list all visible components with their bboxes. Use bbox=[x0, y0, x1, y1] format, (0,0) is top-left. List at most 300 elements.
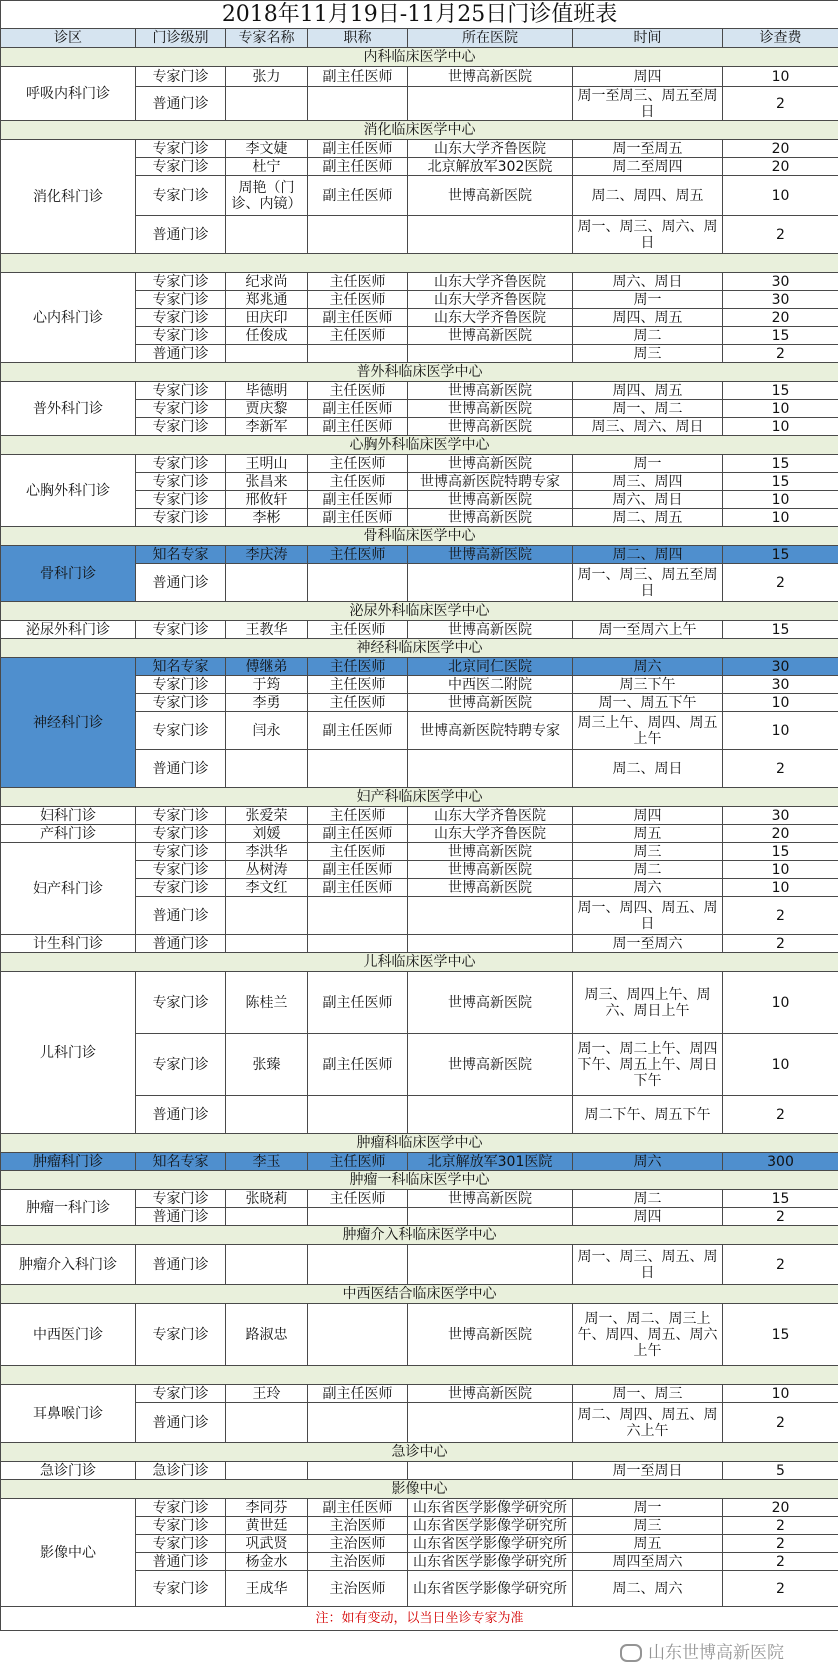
schedule-time-cell: 周六、周日 bbox=[573, 491, 723, 509]
hospital-cell bbox=[408, 345, 573, 363]
clinic-level-cell: 专家门诊 bbox=[136, 491, 226, 509]
table-row bbox=[1, 935, 838, 953]
hospital-cell: 世博高新医院 bbox=[408, 382, 573, 400]
doctor-title-cell: 主任医师 bbox=[308, 658, 408, 676]
department-cell: 骨科门诊 bbox=[1, 546, 136, 602]
fee-cell: 10 bbox=[723, 879, 838, 897]
doctor-title-cell: 主任医师 bbox=[308, 621, 408, 639]
hospital-cell bbox=[408, 564, 573, 602]
table-row bbox=[1, 825, 838, 843]
table-row bbox=[1, 1385, 838, 1403]
clinic-level-cell: 专家门诊 bbox=[136, 309, 226, 327]
fee-cell: 2 bbox=[723, 1553, 838, 1571]
column-header: 门诊级别 bbox=[136, 29, 226, 48]
schedule-time-cell: 周三、周四 bbox=[573, 473, 723, 491]
hospital-cell: 北京解放军301医院 bbox=[408, 1153, 573, 1171]
doctor-title-cell bbox=[308, 1304, 408, 1366]
doctor-title-cell: 副主任医师 bbox=[308, 400, 408, 418]
clinic-level-cell: 专家门诊 bbox=[136, 418, 226, 436]
department-cell: 呼吸内科门诊 bbox=[1, 67, 136, 121]
doctor-name-cell bbox=[226, 345, 308, 363]
section-row bbox=[1, 953, 838, 972]
doctor-name-cell: 陈桂兰 bbox=[226, 972, 308, 1034]
section-title bbox=[1, 254, 838, 273]
doctor-name-cell bbox=[226, 1208, 308, 1226]
clinic-level-cell: 专家门诊 bbox=[136, 1517, 226, 1535]
clinic-level-cell: 普通门诊 bbox=[136, 1403, 226, 1443]
schedule-time-cell: 周三、周四上午、周六、周日上午 bbox=[573, 972, 723, 1034]
section-title: 骨科临床医学中心 bbox=[1, 527, 838, 546]
schedule-time-cell: 周六 bbox=[573, 879, 723, 897]
title-row bbox=[1, 1, 838, 29]
fee-cell: 10 bbox=[723, 972, 838, 1034]
doctor-name-cell: 贾庆黎 bbox=[226, 400, 308, 418]
table-row bbox=[1, 546, 838, 564]
doctor-title-cell: 副主任医师 bbox=[308, 861, 408, 879]
schedule-time-cell: 周一至周三、周五至周日 bbox=[573, 87, 723, 121]
schedule-time-cell: 周二 bbox=[573, 327, 723, 345]
fee-cell: 10 bbox=[723, 1034, 838, 1096]
section-row bbox=[1, 48, 838, 67]
doctor-name-cell: 周艳（门诊、内镜） bbox=[226, 176, 308, 216]
schedule-time-cell: 周二、周四、周五 bbox=[573, 176, 723, 216]
doctor-name-cell bbox=[226, 935, 308, 953]
doctor-name-cell: 李彬 bbox=[226, 509, 308, 527]
wechat-logo-icon bbox=[620, 1644, 642, 1662]
clinic-level-cell: 专家门诊 bbox=[136, 1385, 226, 1403]
section-title: 消化临床医学中心 bbox=[1, 121, 838, 140]
fee-cell: 2 bbox=[723, 1245, 838, 1285]
schedule-time-cell: 周四 bbox=[573, 67, 723, 87]
section-title: 泌尿外科临床医学中心 bbox=[1, 602, 838, 621]
fee-cell: 15 bbox=[723, 1190, 838, 1208]
doctor-name-cell: 刘媛 bbox=[226, 825, 308, 843]
hospital-cell: 世博高新医院 bbox=[408, 1034, 573, 1096]
department-cell: 肿瘤一科门诊 bbox=[1, 1190, 136, 1226]
doctor-title-cell bbox=[308, 564, 408, 602]
schedule-time-cell: 周三 bbox=[573, 843, 723, 861]
hospital-cell: 世博高新医院 bbox=[408, 176, 573, 216]
clinic-level-cell: 专家门诊 bbox=[136, 676, 226, 694]
doctor-title-cell: 副主任医师 bbox=[308, 509, 408, 527]
hospital-watermark bbox=[620, 1638, 830, 1663]
hospital-cell bbox=[408, 1096, 573, 1134]
clinic-level-cell: 知名专家 bbox=[136, 1153, 226, 1171]
schedule-time-cell: 周二、周六 bbox=[573, 1571, 723, 1607]
table-row bbox=[1, 273, 838, 291]
hospital-cell: 世博高新医院 bbox=[408, 621, 573, 639]
page-title: 2018年11月19日-11月25日门诊值班表 bbox=[1, 1, 838, 29]
doctor-title-cell: 主任医师 bbox=[308, 843, 408, 861]
hospital-cell: 世博高新医院 bbox=[408, 694, 573, 712]
doctor-title-cell bbox=[308, 1403, 408, 1443]
fee-cell: 30 bbox=[723, 291, 838, 309]
schedule-time-cell: 周一、周二上午、周四下午、周五上午、周日下午 bbox=[573, 1034, 723, 1096]
hospital-cell bbox=[408, 216, 573, 254]
clinic-level-cell: 普通门诊 bbox=[136, 564, 226, 602]
hospital-cell: 世博高新医院 bbox=[408, 491, 573, 509]
clinic-level-cell: 普通门诊 bbox=[136, 897, 226, 935]
hospital-cell: 山东大学齐鲁医院 bbox=[408, 291, 573, 309]
fee-cell: 2 bbox=[723, 1571, 838, 1607]
table-row bbox=[1, 1462, 838, 1480]
schedule-time-cell: 周二 bbox=[573, 861, 723, 879]
hospital-cell: 世博高新医院 bbox=[408, 67, 573, 87]
fee-cell: 30 bbox=[723, 807, 838, 825]
department-cell: 耳鼻喉门诊 bbox=[1, 1385, 136, 1443]
fee-cell: 30 bbox=[723, 676, 838, 694]
doctor-title-cell: 副主任医师 bbox=[308, 825, 408, 843]
doctor-title-cell: 主任医师 bbox=[308, 382, 408, 400]
clinic-level-cell: 专家门诊 bbox=[136, 455, 226, 473]
department-cell: 计生科门诊 bbox=[1, 935, 136, 953]
table-row bbox=[1, 382, 838, 400]
hospital-cell: 世博高新医院 bbox=[408, 1190, 573, 1208]
fee-cell: 2 bbox=[723, 1096, 838, 1134]
fee-cell: 15 bbox=[723, 546, 838, 564]
clinic-level-cell: 专家门诊 bbox=[136, 1535, 226, 1553]
schedule-time-cell: 周二、周四、周五、周六上午 bbox=[573, 1403, 723, 1443]
clinic-level-cell: 普通门诊 bbox=[136, 1553, 226, 1571]
doctor-title-cell bbox=[308, 87, 408, 121]
doctor-title-cell: 主任医师 bbox=[308, 327, 408, 345]
hospital-cell: 世博高新医院 bbox=[408, 1385, 573, 1403]
clinic-level-cell: 普通门诊 bbox=[136, 1208, 226, 1226]
clinic-level-cell: 专家门诊 bbox=[136, 972, 226, 1034]
hospital-cell: 山东省医学影像学研究所 bbox=[408, 1499, 573, 1517]
schedule-time-cell: 周一 bbox=[573, 1499, 723, 1517]
doctor-name-cell: 张臻 bbox=[226, 1034, 308, 1096]
schedule-time-cell: 周六、周日 bbox=[573, 273, 723, 291]
doctor-name-cell: 于筠 bbox=[226, 676, 308, 694]
column-header: 所在医院 bbox=[408, 29, 573, 48]
fee-cell: 10 bbox=[723, 418, 838, 436]
clinic-level-cell: 专家门诊 bbox=[136, 1034, 226, 1096]
section-title bbox=[1, 1366, 838, 1385]
doctor-name-cell: 王教华 bbox=[226, 621, 308, 639]
doctor-title-cell bbox=[308, 345, 408, 363]
doctor-name-cell: 王玲 bbox=[226, 1385, 308, 1403]
clinic-level-cell: 专家门诊 bbox=[136, 67, 226, 87]
section-title: 急诊中心 bbox=[1, 1443, 838, 1462]
schedule-time-cell: 周四至周六 bbox=[573, 1553, 723, 1571]
section-row bbox=[1, 788, 838, 807]
doctor-name-cell bbox=[226, 750, 308, 788]
doctor-name-cell bbox=[226, 216, 308, 254]
fee-cell: 20 bbox=[723, 825, 838, 843]
doctor-name-cell: 李新军 bbox=[226, 418, 308, 436]
doctor-name-cell: 李文红 bbox=[226, 879, 308, 897]
schedule-time-cell: 周二、周五 bbox=[573, 509, 723, 527]
hospital-cell: 世博高新医院 bbox=[408, 327, 573, 345]
hospital-cell: 山东大学齐鲁医院 bbox=[408, 807, 573, 825]
schedule-time-cell: 周一、周三、周五至周日 bbox=[573, 564, 723, 602]
doctor-title-cell: 主任医师 bbox=[308, 694, 408, 712]
doctor-title-cell: 主治医师 bbox=[308, 1535, 408, 1553]
hospital-cell: 世博高新医院 bbox=[408, 1304, 573, 1366]
clinic-level-cell: 专家门诊 bbox=[136, 327, 226, 345]
section-title: 肿瘤一科临床医学中心 bbox=[1, 1171, 838, 1190]
clinic-level-cell: 专家门诊 bbox=[136, 1571, 226, 1607]
section-row bbox=[1, 436, 838, 455]
schedule-time-cell: 周五 bbox=[573, 1535, 723, 1553]
section-row bbox=[1, 639, 838, 658]
hospital-cell: 世博高新医院特聘专家 bbox=[408, 712, 573, 750]
clinic-level-cell: 急诊门诊 bbox=[136, 1462, 226, 1480]
schedule-time-cell: 周二 bbox=[573, 1190, 723, 1208]
schedule-time-cell: 周一、周二、周三上午、周四、周五、周六上午 bbox=[573, 1304, 723, 1366]
doctor-name-cell: 田庆印 bbox=[226, 309, 308, 327]
hospital-cell: 北京解放军302医院 bbox=[408, 158, 573, 176]
doctor-title-cell: 主治医师 bbox=[308, 1553, 408, 1571]
doctor-title-cell: 副主任医师 bbox=[308, 712, 408, 750]
clinic-level-cell: 专家门诊 bbox=[136, 621, 226, 639]
section-title: 神经科临床医学中心 bbox=[1, 639, 838, 658]
table-row bbox=[1, 1153, 838, 1171]
table-row bbox=[1, 1245, 838, 1285]
clinic-level-cell: 专家门诊 bbox=[136, 694, 226, 712]
fee-cell: 10 bbox=[723, 1385, 838, 1403]
schedule-time-cell: 周三上午、周四、周五上午 bbox=[573, 712, 723, 750]
footer-note: 注：如有变动，以当日坐诊专家为准 bbox=[1, 1607, 838, 1631]
department-cell: 肿瘤科门诊 bbox=[1, 1153, 136, 1171]
header-row bbox=[1, 29, 838, 48]
clinic-level-cell: 普通门诊 bbox=[136, 216, 226, 254]
schedule-time-cell: 周一、周四、周五、周日 bbox=[573, 897, 723, 935]
schedule-time-cell: 周二、周日 bbox=[573, 750, 723, 788]
hospital-cell: 山东大学齐鲁医院 bbox=[408, 825, 573, 843]
doctor-title-cell: 主任医师 bbox=[308, 1153, 408, 1171]
schedule-time-cell: 周一至周日 bbox=[573, 1462, 723, 1480]
schedule-time-cell: 周一、周五下午 bbox=[573, 694, 723, 712]
section-title: 普外科临床医学中心 bbox=[1, 363, 838, 382]
hospital-cell bbox=[408, 1245, 573, 1285]
doctor-name-cell bbox=[226, 87, 308, 121]
table-row bbox=[1, 658, 838, 676]
fee-cell: 300 bbox=[723, 1153, 838, 1171]
hospital-cell bbox=[408, 935, 573, 953]
doctor-title-cell: 主任医师 bbox=[308, 546, 408, 564]
doctor-name-cell: 黄世廷 bbox=[226, 1517, 308, 1535]
fee-cell: 2 bbox=[723, 87, 838, 121]
doctor-title-cell: 主任医师 bbox=[308, 807, 408, 825]
fee-cell: 2 bbox=[723, 935, 838, 953]
fee-cell: 15 bbox=[723, 473, 838, 491]
hospital-cell: 世博高新医院 bbox=[408, 509, 573, 527]
clinic-level-cell: 专家门诊 bbox=[136, 1304, 226, 1366]
column-header: 诊查费 bbox=[723, 29, 838, 48]
fee-cell: 2 bbox=[723, 1517, 838, 1535]
clinic-level-cell: 普通门诊 bbox=[136, 935, 226, 953]
fee-cell: 2 bbox=[723, 897, 838, 935]
schedule-time-cell: 周一 bbox=[573, 291, 723, 309]
doctor-title-cell: 副主任医师 bbox=[308, 67, 408, 87]
doctor-title-cell: 主任医师 bbox=[308, 455, 408, 473]
fee-cell: 20 bbox=[723, 1499, 838, 1517]
section-row bbox=[1, 254, 838, 273]
schedule-time-cell: 周一、周三、周五、周日 bbox=[573, 1245, 723, 1285]
table-row bbox=[1, 140, 838, 158]
clinic-level-cell: 专家门诊 bbox=[136, 807, 226, 825]
doctor-title-cell bbox=[308, 1096, 408, 1134]
department-cell: 普外科门诊 bbox=[1, 382, 136, 436]
hospital-cell: 世博高新医院 bbox=[408, 861, 573, 879]
department-cell: 影像中心 bbox=[1, 1499, 136, 1607]
doctor-title-cell bbox=[308, 1462, 408, 1480]
clinic-level-cell: 专家门诊 bbox=[136, 1499, 226, 1517]
hospital-cell: 山东大学齐鲁医院 bbox=[408, 140, 573, 158]
section-title: 心胸外科临床医学中心 bbox=[1, 436, 838, 455]
department-cell: 妇产科门诊 bbox=[1, 843, 136, 935]
section-row bbox=[1, 602, 838, 621]
section-title: 影像中心 bbox=[1, 1480, 838, 1499]
fee-cell: 2 bbox=[723, 1208, 838, 1226]
department-cell: 儿科门诊 bbox=[1, 972, 136, 1134]
hospital-cell: 世博高新医院 bbox=[408, 418, 573, 436]
hospital-cell: 山东省医学影像学研究所 bbox=[408, 1535, 573, 1553]
hospital-cell: 山东省医学影像学研究所 bbox=[408, 1553, 573, 1571]
clinic-level-cell: 专家门诊 bbox=[136, 158, 226, 176]
clinic-level-cell: 专家门诊 bbox=[136, 1190, 226, 1208]
doctor-name-cell: 闫永 bbox=[226, 712, 308, 750]
fee-cell: 20 bbox=[723, 140, 838, 158]
schedule-time-cell: 周二至周四 bbox=[573, 158, 723, 176]
fee-cell: 10 bbox=[723, 509, 838, 527]
fee-cell: 10 bbox=[723, 861, 838, 879]
clinic-level-cell: 专家门诊 bbox=[136, 843, 226, 861]
section-row bbox=[1, 363, 838, 382]
fee-cell: 10 bbox=[723, 694, 838, 712]
doctor-name-cell: 毕德明 bbox=[226, 382, 308, 400]
section-row bbox=[1, 121, 838, 140]
schedule-time-cell: 周三、周六、周日 bbox=[573, 418, 723, 436]
hospital-cell: 北京同仁医院 bbox=[408, 658, 573, 676]
doctor-name-cell: 李勇 bbox=[226, 694, 308, 712]
clinic-level-cell: 专家门诊 bbox=[136, 879, 226, 897]
watermark-text: 山东世博高新医院 bbox=[648, 1643, 784, 1663]
clinic-level-cell: 专家门诊 bbox=[136, 712, 226, 750]
fee-cell: 15 bbox=[723, 621, 838, 639]
schedule-time-cell: 周一至周五 bbox=[573, 140, 723, 158]
hospital-cell: 世博高新医院 bbox=[408, 455, 573, 473]
clinic-level-cell: 普通门诊 bbox=[136, 1096, 226, 1134]
department-cell: 心内科门诊 bbox=[1, 273, 136, 363]
clinic-level-cell: 专家门诊 bbox=[136, 382, 226, 400]
department-cell: 心胸外科门诊 bbox=[1, 455, 136, 527]
clinic-level-cell: 专家门诊 bbox=[136, 509, 226, 527]
doctor-title-cell: 副主任医师 bbox=[308, 1034, 408, 1096]
schedule-time-cell: 周四、周五 bbox=[573, 382, 723, 400]
fee-cell: 2 bbox=[723, 216, 838, 254]
schedule-time-cell: 周一、周三、周六、周日 bbox=[573, 216, 723, 254]
doctor-title-cell bbox=[308, 1245, 408, 1285]
schedule-time-cell: 周三下午 bbox=[573, 676, 723, 694]
column-header: 专家名称 bbox=[226, 29, 308, 48]
doctor-title-cell: 副主任医师 bbox=[308, 140, 408, 158]
doctor-name-cell: 杜宁 bbox=[226, 158, 308, 176]
section-row bbox=[1, 1134, 838, 1153]
doctor-title-cell: 主任医师 bbox=[308, 676, 408, 694]
section-title: 内科临床医学中心 bbox=[1, 48, 838, 67]
schedule-time-cell: 周一 bbox=[573, 455, 723, 473]
doctor-title-cell: 主任医师 bbox=[308, 473, 408, 491]
doctor-name-cell: 李同芬 bbox=[226, 1499, 308, 1517]
doctor-title-cell: 主任医师 bbox=[308, 291, 408, 309]
doctor-title-cell: 副主任医师 bbox=[308, 1499, 408, 1517]
schedule-time-cell: 周三 bbox=[573, 345, 723, 363]
schedule-time-cell: 周一、周二 bbox=[573, 400, 723, 418]
doctor-title-cell: 主治医师 bbox=[308, 1571, 408, 1607]
doctor-name-cell: 巩武贤 bbox=[226, 1535, 308, 1553]
hospital-cell bbox=[408, 897, 573, 935]
clinic-level-cell: 专家门诊 bbox=[136, 861, 226, 879]
table-row bbox=[1, 843, 838, 861]
department-cell: 妇科门诊 bbox=[1, 807, 136, 825]
doctor-title-cell: 副主任医师 bbox=[308, 972, 408, 1034]
schedule-time-cell: 周六 bbox=[573, 1153, 723, 1171]
schedule-time-cell: 周四 bbox=[573, 1208, 723, 1226]
doctor-name-cell bbox=[226, 1245, 308, 1285]
table-row bbox=[1, 621, 838, 639]
section-row bbox=[1, 1226, 838, 1245]
doctor-name-cell: 郑兆通 bbox=[226, 291, 308, 309]
schedule-time-cell: 周二、周四 bbox=[573, 546, 723, 564]
hospital-cell: 世博高新医院 bbox=[408, 972, 573, 1034]
footer-row bbox=[1, 1607, 838, 1631]
fee-cell: 15 bbox=[723, 382, 838, 400]
table-row bbox=[1, 1304, 838, 1366]
column-header: 诊区 bbox=[1, 29, 136, 48]
hospital-cell: 山东大学齐鲁医院 bbox=[408, 309, 573, 327]
hospital-cell: 世博高新医院 bbox=[408, 400, 573, 418]
doctor-name-cell: 李洪华 bbox=[226, 843, 308, 861]
fee-cell: 2 bbox=[723, 345, 838, 363]
hospital-cell bbox=[408, 1403, 573, 1443]
doctor-title-cell bbox=[308, 1208, 408, 1226]
doctor-name-cell: 王成华 bbox=[226, 1571, 308, 1607]
section-row bbox=[1, 527, 838, 546]
hospital-cell bbox=[408, 1462, 573, 1480]
doctor-name-cell: 张晓莉 bbox=[226, 1190, 308, 1208]
schedule-time-cell: 周二下午、周五下午 bbox=[573, 1096, 723, 1134]
fee-cell: 30 bbox=[723, 658, 838, 676]
fee-cell: 15 bbox=[723, 1304, 838, 1366]
schedule-time-cell: 周三 bbox=[573, 1517, 723, 1535]
doctor-name-cell: 张力 bbox=[226, 67, 308, 87]
section-title: 儿科临床医学中心 bbox=[1, 953, 838, 972]
doctor-title-cell bbox=[308, 216, 408, 254]
doctor-name-cell: 傅继弟 bbox=[226, 658, 308, 676]
fee-cell: 10 bbox=[723, 491, 838, 509]
doctor-name-cell bbox=[226, 564, 308, 602]
schedule-time-cell: 周一、周三 bbox=[573, 1385, 723, 1403]
fee-cell: 2 bbox=[723, 750, 838, 788]
fee-cell: 5 bbox=[723, 1462, 838, 1480]
hospital-cell bbox=[408, 1208, 573, 1226]
doctor-name-cell bbox=[226, 1096, 308, 1134]
clinic-level-cell: 专家门诊 bbox=[136, 291, 226, 309]
column-header: 职称 bbox=[308, 29, 408, 48]
clinic-level-cell: 专家门诊 bbox=[136, 140, 226, 158]
doctor-name-cell: 李庆涛 bbox=[226, 546, 308, 564]
doctor-name-cell: 丛树涛 bbox=[226, 861, 308, 879]
doctor-name-cell bbox=[226, 1462, 308, 1480]
doctor-name-cell: 李文婕 bbox=[226, 140, 308, 158]
doctor-title-cell: 副主任医师 bbox=[308, 176, 408, 216]
table-row bbox=[1, 1499, 838, 1517]
fee-cell: 30 bbox=[723, 273, 838, 291]
section-title: 中西医结合临床医学中心 bbox=[1, 1285, 838, 1304]
